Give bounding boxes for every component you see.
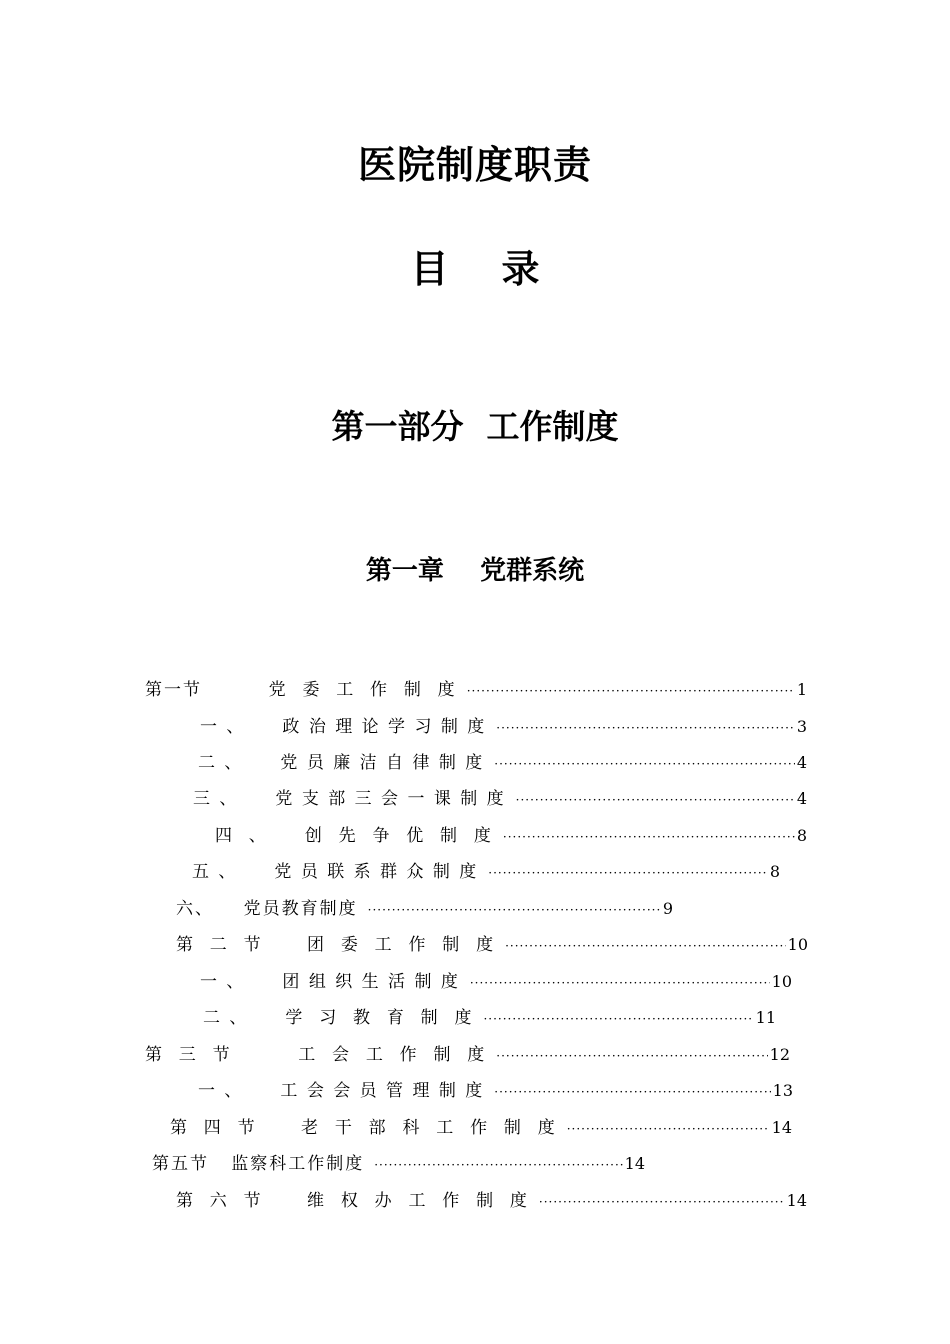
toc-entry[interactable]: [198, 1078, 793, 1104]
toc-entry[interactable]: [193, 786, 807, 812]
toc-entry-page: 1: [796, 680, 807, 699]
dot-leader: [368, 897, 661, 923]
toc-entry-page: 13: [772, 1081, 793, 1100]
toc-entry-page: 8: [769, 862, 780, 881]
toc-entry-page: 8: [796, 826, 807, 845]
toc-entry[interactable]: [198, 750, 807, 776]
toc-entry-label: 四 、 创 先 争 优 制 度: [215, 826, 493, 846]
dot-leader: [374, 1152, 622, 1178]
dot-leader: [483, 1006, 753, 1032]
toc-entry-label: 六、 党员教育制度: [176, 899, 358, 919]
toc-entry-label: 二 、 学 习 教 育 制 度: [203, 1008, 474, 1028]
toc-entry-page: 14: [771, 1118, 792, 1137]
dot-leader: [494, 751, 795, 777]
toc-entry-page: 10: [771, 972, 792, 991]
dot-leader: [488, 860, 768, 886]
toc-entry[interactable]: [215, 823, 807, 849]
toc-entry-label: 第 四 节 老 干 部 科 工 作 制 度: [170, 1118, 557, 1138]
dot-leader: [494, 1079, 770, 1105]
toc-entry[interactable]: [192, 859, 780, 885]
toc-entry[interactable]: [176, 932, 808, 958]
toc-entry-label: 第 三 节 工 会 工 作 制 度: [145, 1045, 487, 1065]
toc-entry-label: 第五节 监察科工作制度: [152, 1154, 365, 1174]
toc-entry-page: 14: [786, 1191, 807, 1210]
dot-leader: [505, 933, 786, 959]
toc-entry-page: 4: [796, 789, 807, 808]
toc-entry-label: 第 六 节 维 权 办 工 作 制 度: [176, 1191, 529, 1211]
toc-entry[interactable]: [170, 1115, 792, 1141]
toc-entry-label: 第一节 党 委 工 作 制 度: [145, 680, 457, 700]
toc-entry[interactable]: [203, 1005, 776, 1031]
toc-entry-page: 14: [624, 1154, 645, 1173]
dot-leader: [470, 970, 770, 996]
toc-entry[interactable]: [176, 1188, 807, 1214]
dot-leader: [467, 678, 795, 704]
toc-entry-page: 11: [755, 1008, 776, 1027]
chapter-title: 第一章 党群系统: [365, 556, 585, 586]
toc-entry[interactable]: [145, 677, 807, 703]
document-title: 医院制度职责: [357, 143, 592, 187]
dot-leader: [516, 787, 795, 813]
dot-leader: [567, 1116, 770, 1142]
toc-entry-page: 4: [796, 753, 807, 772]
toc-entry-label: 三 、 党 支 部 三 会 一 课 制 度: [193, 789, 506, 809]
toc-entry[interactable]: [200, 714, 807, 740]
toc-entry-label: 一 、 工 会 会 员 管 理 制 度: [198, 1081, 485, 1101]
toc-entry-label: 一 、 团 组 织 生 活 制 度: [200, 972, 460, 992]
toc-entry[interactable]: [200, 969, 792, 995]
toc-entry-page: 12: [769, 1045, 790, 1064]
toc-entry-label: 一 、 政 治 理 论 学 习 制 度: [200, 717, 487, 737]
toc-entry-page: 10: [787, 935, 808, 954]
dot-leader: [496, 1043, 767, 1069]
toc-entry-page: 3: [796, 717, 807, 736]
toc-entry[interactable]: [152, 1151, 645, 1177]
toc-entry-label: 五 、 党 员 联 系 群 众 制 度: [192, 862, 479, 882]
dot-leader: [503, 824, 795, 850]
dot-leader: [539, 1189, 785, 1215]
toc-entry-label: 第 二 节 团 委 工 作 制 度: [176, 935, 496, 955]
toc-entry[interactable]: [176, 896, 673, 922]
toc-entry-label: 二 、 党 员 廉 洁 自 律 制 度: [198, 753, 485, 773]
toc-heading: 目 录: [410, 247, 540, 291]
toc-entry[interactable]: [145, 1042, 790, 1068]
toc-entry-page: 9: [662, 899, 673, 918]
dot-leader: [496, 715, 795, 741]
part-title: 第一部分 工作制度: [331, 407, 619, 446]
